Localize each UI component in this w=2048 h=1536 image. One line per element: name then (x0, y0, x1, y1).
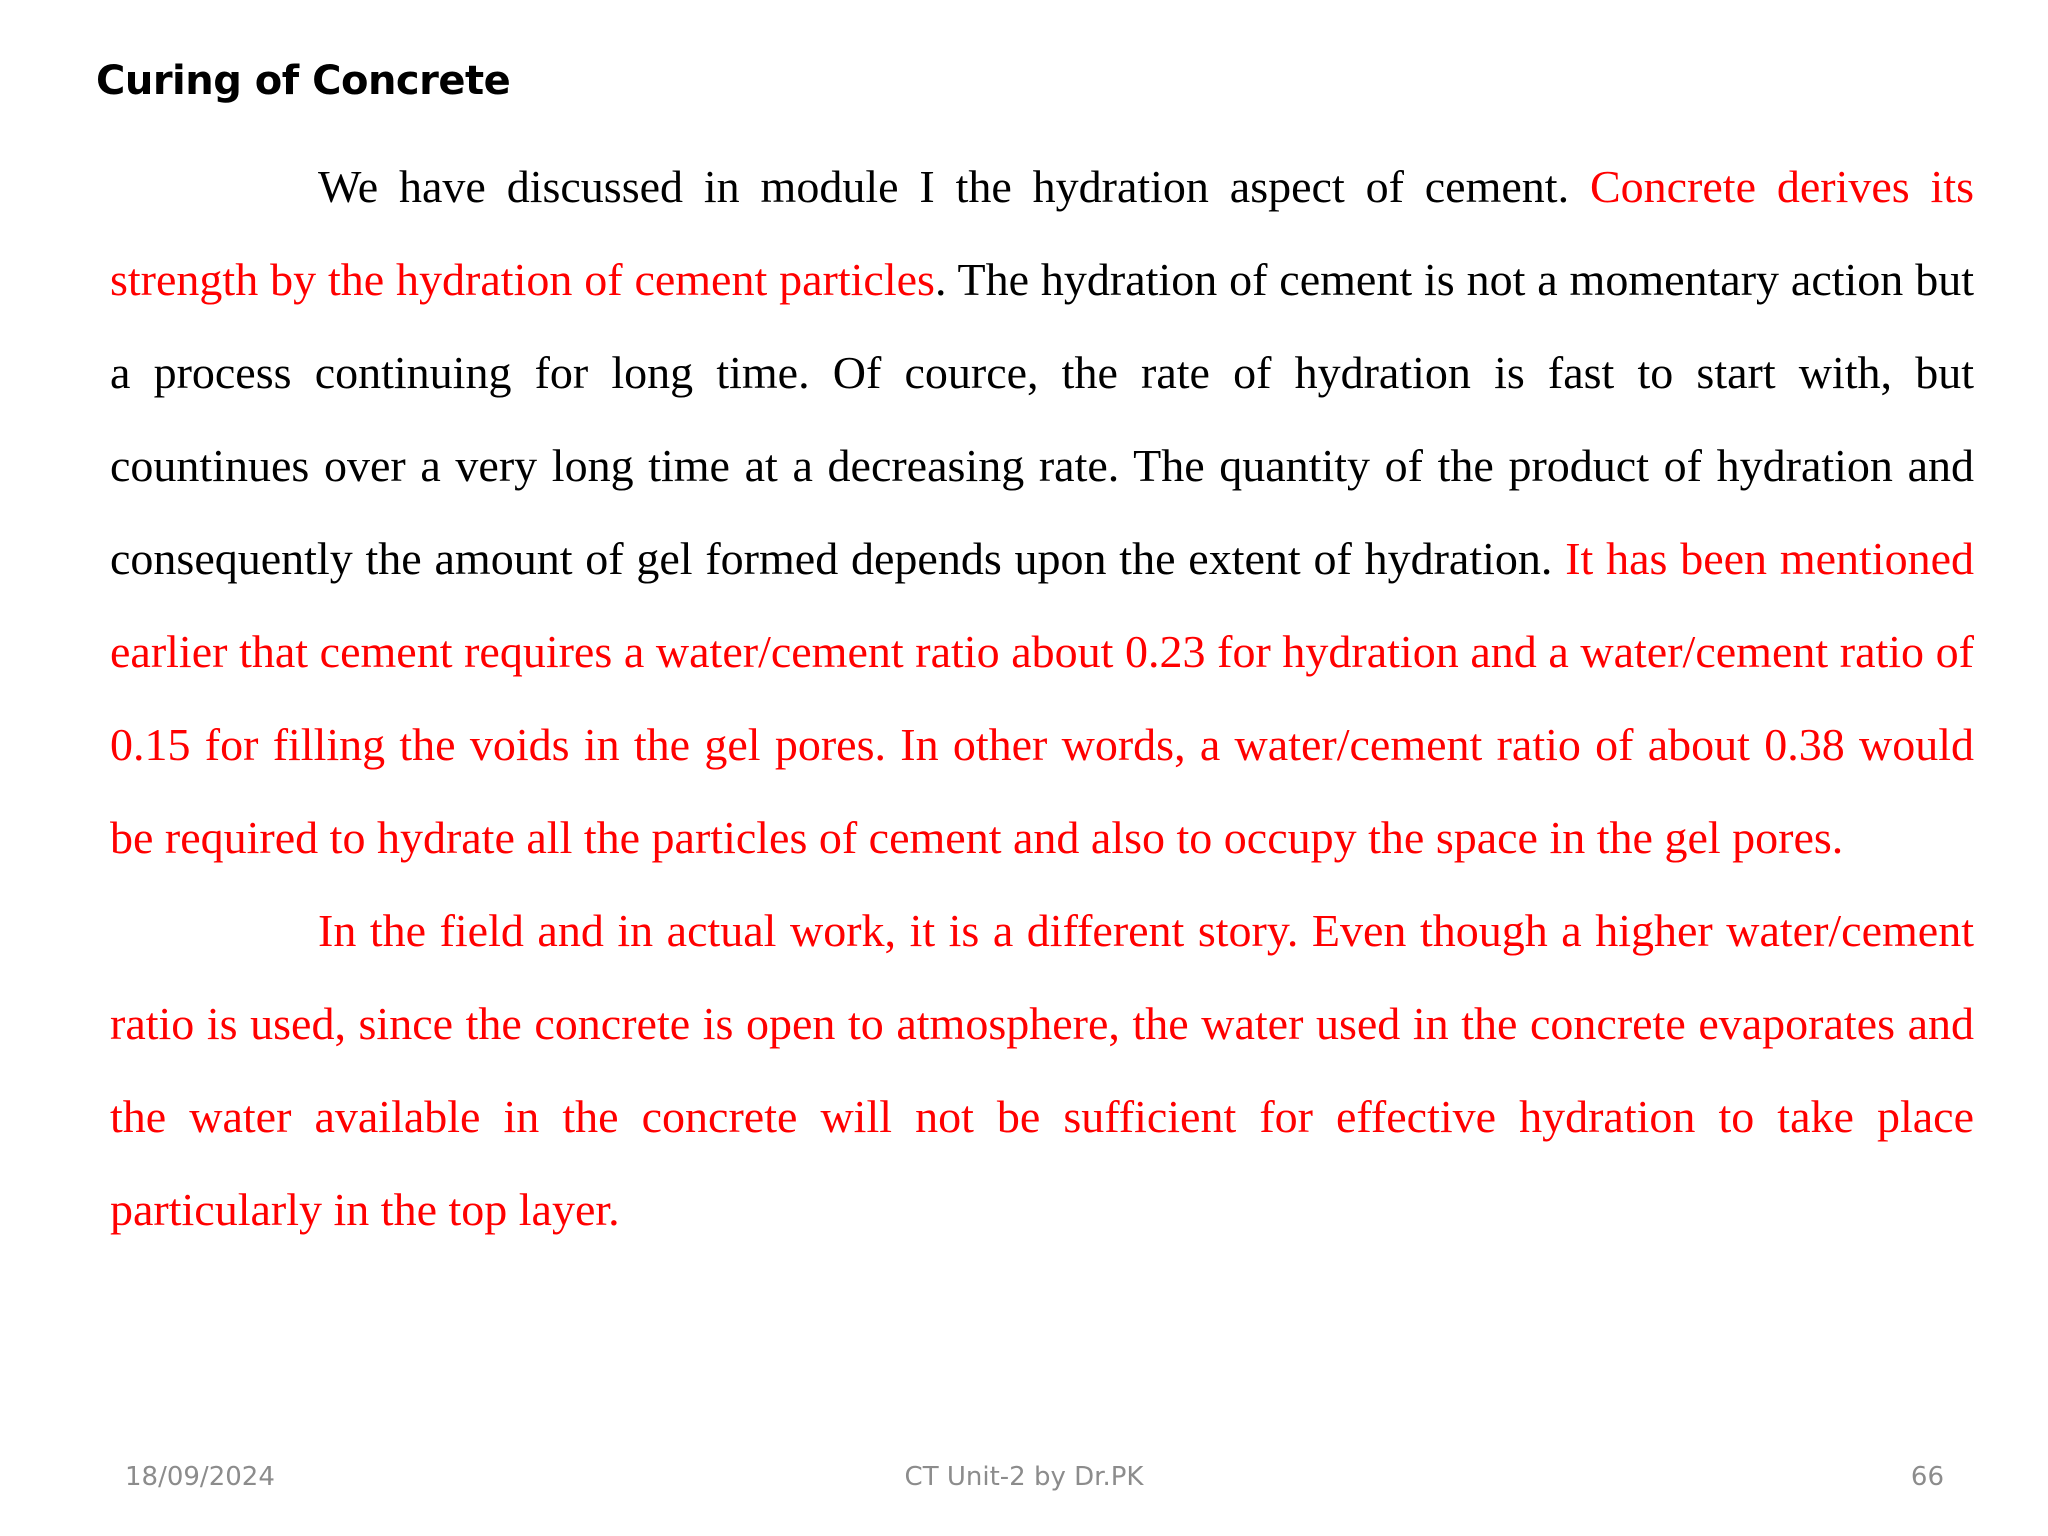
footer-page-number: 66 (1910, 1462, 1944, 1492)
paragraph-1-highlight-2: It has been mentioned earlier that cement requires a water/cement ratio about 0.23 for hydration and a water/cement ratio of 0.15 for filling the voids in the gel pores. In other words, a water/cement ratio of about 0.38 would be required to hydrate all the particles of cement and also to occupy the space in the gel pores. (110, 533, 1974, 863)
paragraph-2-highlight: In the field and in actual work, it is a different story. Even though a higher water/cement ratio is used, since the concrete is open to atmosphere, the water used in the concrete evaporates and the water available in the concrete will not be sufficient for effective hydration to take place particularly in the top layer. (110, 905, 1974, 1235)
slide-body (110, 140, 1974, 1256)
paragraph-1-sentence-2: . The hydration of cement is not a momentary action but a process continuing for long time. Of cource, the rate of hydration is fast to start with, but countinues over a very long time at a decreasing rate. The quantity of the product of hydration and consequently the amount of gel formed depends upon the extent of hydration. (110, 254, 1974, 584)
footer-date: 18/09/2024 (125, 1462, 275, 1492)
paragraph-2 (110, 884, 1974, 1256)
slide-title: Curing of Concrete (96, 58, 511, 104)
paragraph-1-sentence-1: We have discussed in module I the hydration aspect of cement. (318, 161, 1590, 212)
paragraph-1-highlight-1: Concrete derives its strength by the hydration of cement particles (110, 161, 1975, 305)
footer-title: CT Unit-2 by Dr.PK (904, 1462, 1144, 1492)
paragraph-1 (110, 140, 1974, 884)
